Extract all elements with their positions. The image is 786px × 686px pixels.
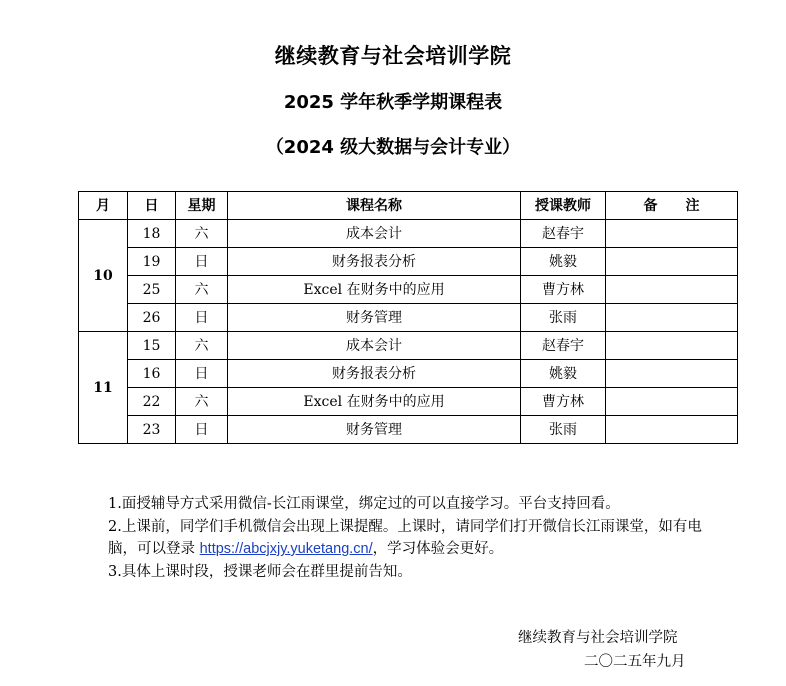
teacher-cell: 张雨 [521,304,606,332]
note-item [108,516,728,561]
remarks-cell [606,332,738,360]
teacher-cell: 赵春宇 [521,332,606,360]
month-cell: 10 [79,220,128,332]
weekday-cell: 六 [176,276,228,304]
note-item: 1.面授辅导方式采用微信-长江雨课堂，绑定过的可以直接学习。平台支持回看。 [108,496,620,512]
course-cell: 成本会计 [228,332,521,360]
teacher-cell: 曹方林 [521,276,606,304]
weekday-cell: 日 [176,304,228,332]
note-item: 3.具体上课时段，授课老师会在群里提前告知。 [108,563,412,580]
course-cell: 财务报表分析 [228,248,521,276]
header-course: 课程名称 [228,192,521,220]
table-row [79,276,738,304]
header-weekday: 星期 [176,192,228,220]
header-month: 月 [79,192,128,220]
table-row [79,248,738,276]
header-teacher: 授课教师 [521,192,606,220]
signature-org: 继续教育与社会培训学院 [518,630,678,646]
table-row [79,332,738,360]
weekday-cell: 六 [176,332,228,360]
remarks-cell [606,276,738,304]
signature-date: 二〇二五年九月 [584,654,686,670]
course-cell: Excel 在财务中的应用 [228,388,521,416]
day-cell: 23 [128,416,176,444]
header-day: 日 [128,192,176,220]
table-row [79,304,738,332]
remarks-cell [606,360,738,388]
day-cell: 18 [128,220,176,248]
course-cell: 财务报表分析 [228,360,521,388]
table-row [79,360,738,388]
table-row [79,416,738,444]
remarks-cell [606,416,738,444]
table-header-row [79,192,738,220]
teacher-cell: 赵春宇 [521,220,606,248]
teacher-cell: 曹方林 [521,388,606,416]
note-text: 2.上课前，同学们手机微信会出现上课提醒。上课时，请同学们打开微信长江雨课堂，如有电脑，可以登录 [108,518,702,557]
day-cell: 15 [128,332,176,360]
table-row [79,220,738,248]
remarks-cell [606,388,738,416]
note-text: ，学习体验会更好。 [372,541,504,557]
course-cell: 财务管理 [228,416,521,444]
course-schedule-table [78,191,738,444]
notes-section [108,493,728,583]
day-cell: 19 [128,248,176,276]
weekday-cell: 日 [176,248,228,276]
course-cell: 财务管理 [228,304,521,332]
weekday-cell: 六 [176,388,228,416]
major-subtitle: （2024 级大数据与会计专业） [265,137,521,158]
day-cell: 22 [128,388,176,416]
month-cell: 11 [79,332,128,444]
teacher-cell: 姚毅 [521,360,606,388]
course-cell: Excel 在财务中的应用 [228,276,521,304]
teacher-cell: 张雨 [521,416,606,444]
semester-title: 2025 学年秋季学期课程表 [283,92,503,113]
table-row [79,388,738,416]
yuketang-link[interactable]: https://abcjxjy.yuketang.cn/ [199,541,373,557]
weekday-cell: 六 [176,220,228,248]
weekday-cell: 日 [176,416,228,444]
teacher-cell: 姚毅 [521,248,606,276]
course-cell: 成本会计 [228,220,521,248]
header-remarks: 备 注 [606,192,738,220]
remarks-cell [606,220,738,248]
institution-title: 继续教育与社会培训学院 [274,44,512,68]
day-cell: 25 [128,276,176,304]
remarks-cell [606,304,738,332]
day-cell: 16 [128,360,176,388]
day-cell: 26 [128,304,176,332]
remarks-cell [606,248,738,276]
weekday-cell: 日 [176,360,228,388]
